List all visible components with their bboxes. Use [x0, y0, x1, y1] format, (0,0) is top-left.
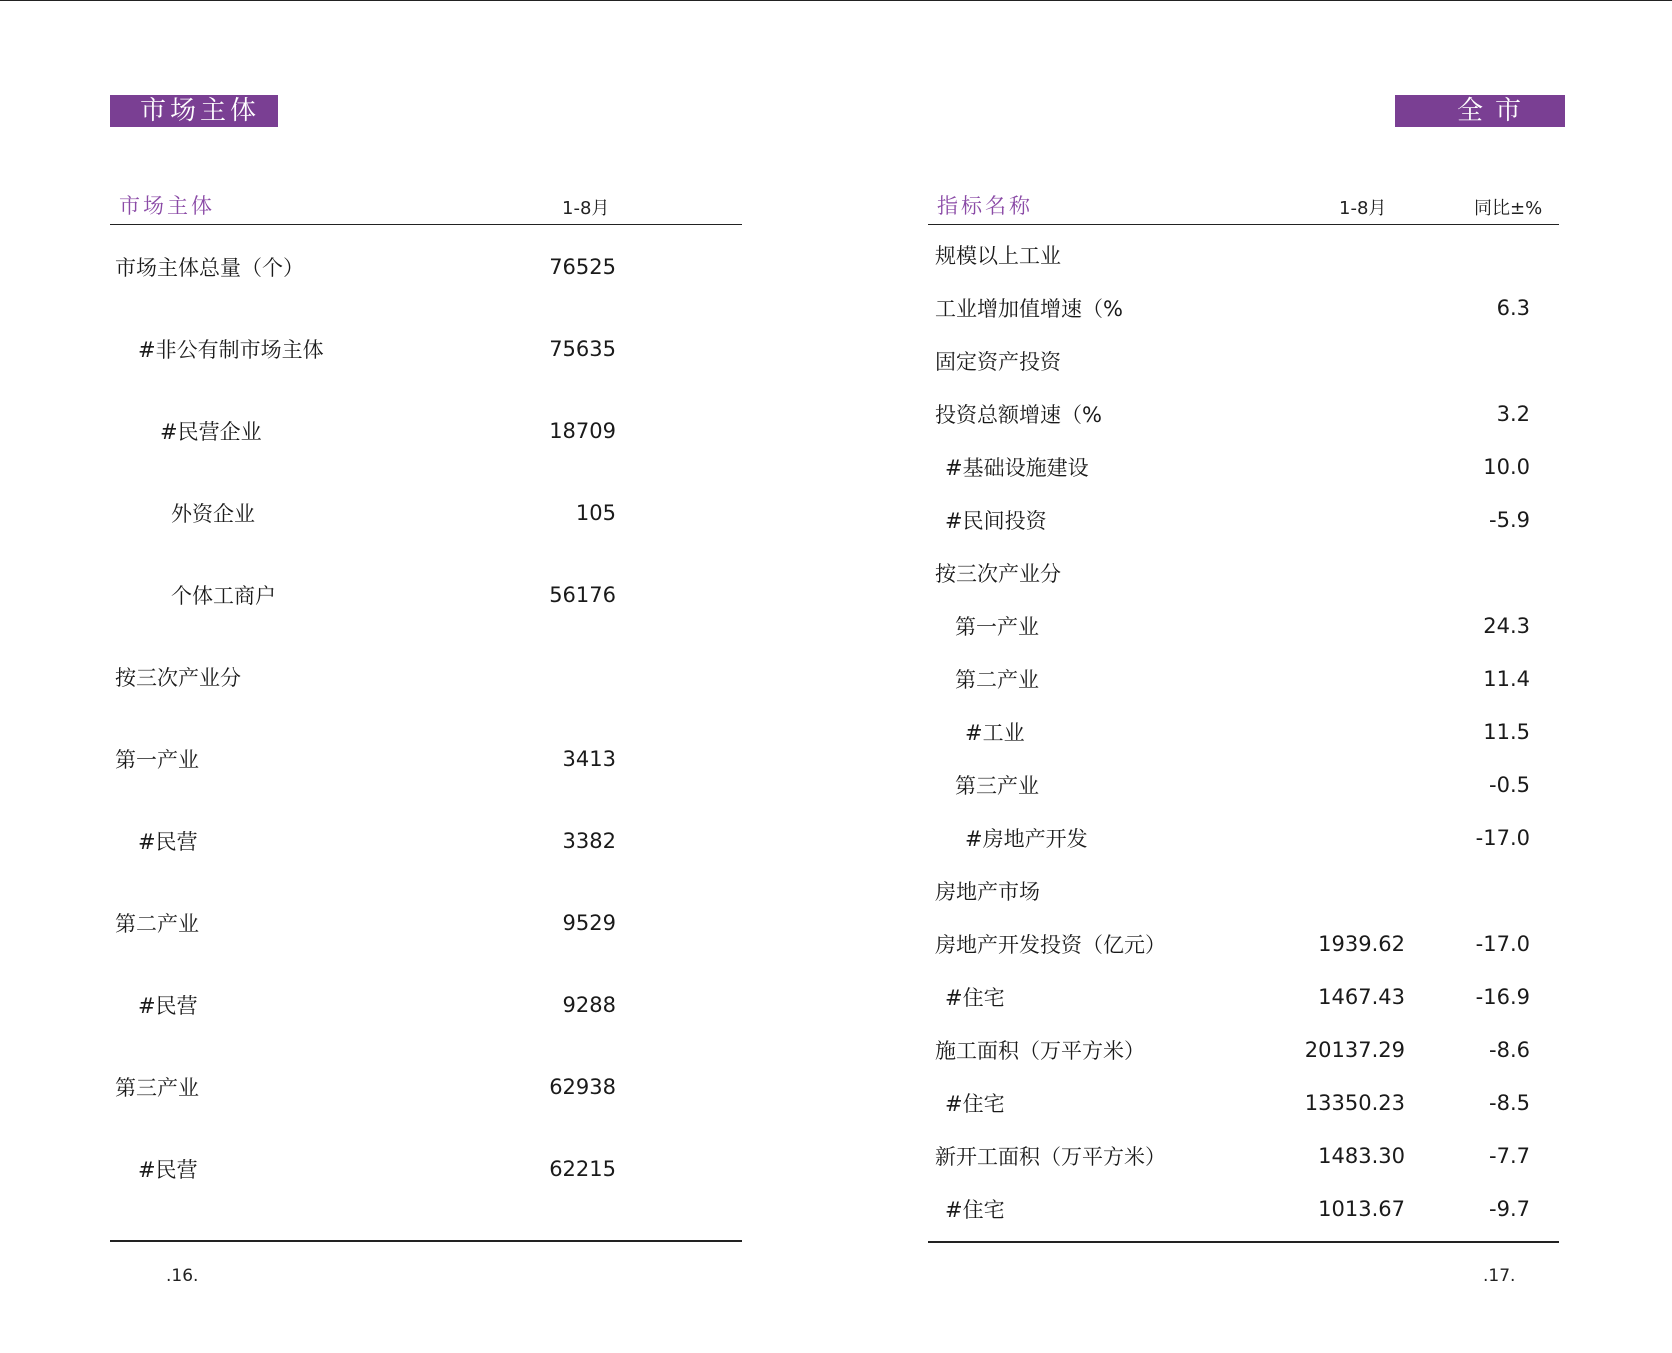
top-border: [0, 0, 1672, 1]
row-value: 1939.62: [1318, 931, 1405, 956]
row-label: 投资总额增速（%: [935, 402, 1102, 427]
row-yoy-change: -8.5: [1489, 1090, 1530, 1115]
table-header: [928, 180, 1559, 225]
row-value: 18709: [549, 419, 616, 443]
row-yoy-change: 11.4: [1483, 666, 1530, 691]
row-value: 56176: [549, 583, 616, 607]
table-row: [928, 652, 1559, 705]
row-label: #住宅: [945, 985, 1005, 1010]
row-value: 1483.30: [1318, 1143, 1405, 1168]
table-row: [110, 1046, 742, 1128]
row-label: #工业: [965, 720, 1025, 745]
row-label: #民营: [138, 994, 198, 1018]
left-table-bottom-rule: [110, 1240, 742, 1242]
row-label: 第一产业: [115, 748, 199, 772]
row-label: 个体工商户: [171, 584, 276, 608]
table-row: [928, 1023, 1559, 1076]
row-yoy-change: -5.9: [1489, 507, 1530, 532]
table-row: [928, 864, 1559, 917]
header-indicator-name: 指标名称: [937, 194, 1033, 218]
row-yoy-change: 3.2: [1496, 401, 1530, 426]
row-value: 1467.43: [1318, 984, 1405, 1009]
table-row: [110, 882, 742, 964]
row-label: #基础设施建设: [945, 455, 1089, 480]
table-row: [928, 1129, 1559, 1182]
row-value: 20137.29: [1304, 1037, 1405, 1062]
market-entity-table: [110, 180, 742, 1210]
row-label: 第三产业: [115, 1076, 199, 1100]
row-value: 1013.67: [1318, 1196, 1405, 1221]
right-page-banner: 全市: [1395, 95, 1565, 127]
table-row: [928, 599, 1559, 652]
left-page-banner: 市场主体: [110, 95, 278, 127]
row-value: 3382: [562, 829, 616, 853]
row-yoy-change: 10.0: [1483, 454, 1530, 479]
table-row: [110, 226, 742, 308]
header-period: 1-8月: [1339, 198, 1387, 219]
row-label: #住宅: [945, 1197, 1005, 1222]
row-yoy-change: -9.7: [1489, 1196, 1530, 1221]
row-value: 105: [575, 501, 616, 525]
table-row: [110, 718, 742, 800]
table-row: [110, 308, 742, 390]
row-yoy-change: 6.3: [1496, 295, 1530, 320]
row-value: 13350.23: [1304, 1090, 1405, 1115]
row-label: #民营企业: [160, 420, 262, 444]
row-yoy-change: -7.7: [1489, 1143, 1530, 1168]
table-row: [928, 228, 1559, 281]
table-row: [928, 970, 1559, 1023]
table-body: [928, 225, 1559, 1235]
row-label: #住宅: [945, 1091, 1005, 1116]
table-row: [928, 387, 1559, 440]
row-value: 62938: [549, 1075, 616, 1099]
row-yoy-change: 24.3: [1483, 613, 1530, 638]
table-row: [928, 917, 1559, 970]
row-label: #民间投资: [945, 508, 1047, 533]
table-row: [928, 281, 1559, 334]
table-row: [928, 440, 1559, 493]
row-yoy-change: -0.5: [1489, 772, 1530, 797]
row-label: 新开工面积（万平方米）: [935, 1144, 1166, 1169]
table-row: [110, 964, 742, 1046]
header-period: 1-8月: [562, 198, 610, 219]
row-label: #非公有制市场主体: [138, 338, 324, 362]
row-value: 76525: [549, 255, 616, 279]
table-row: [928, 1076, 1559, 1129]
row-label: 施工面积（万平方米）: [935, 1038, 1145, 1063]
row-label: #民营: [138, 830, 198, 854]
table-row: [928, 493, 1559, 546]
table-header: [110, 180, 742, 225]
row-yoy-change: -17.0: [1475, 931, 1530, 956]
row-label: 按三次产业分: [935, 561, 1061, 586]
row-label: 第一产业: [955, 614, 1039, 639]
table-row: [928, 1182, 1559, 1235]
row-label: 市场主体总量（个）: [115, 256, 304, 280]
row-value: 75635: [549, 337, 616, 361]
row-label: 房地产开发投资（亿元）: [935, 932, 1166, 957]
table-body: [110, 225, 742, 1210]
row-yoy-change: 11.5: [1483, 719, 1530, 744]
row-label: 工业增加值增速（%: [935, 296, 1123, 321]
table-row: [110, 636, 742, 718]
table-row: [110, 472, 742, 554]
table-row: [928, 705, 1559, 758]
header-yoy: 同比±%: [1474, 198, 1543, 219]
header-indicator-name: 市场主体: [119, 194, 215, 218]
row-label: 第三产业: [955, 773, 1039, 798]
row-value: 9529: [562, 911, 616, 935]
table-row: [110, 800, 742, 882]
table-row: [928, 811, 1559, 864]
row-value: 62215: [549, 1157, 616, 1181]
left-page-number: .16.: [166, 1266, 199, 1286]
row-label: 规模以上工业: [935, 243, 1061, 268]
table-row: [110, 390, 742, 472]
table-row: [928, 334, 1559, 387]
row-label: 按三次产业分: [115, 666, 241, 690]
table-row: [928, 758, 1559, 811]
row-label: #房地产开发: [965, 826, 1088, 851]
row-label: 固定资产投资: [935, 349, 1061, 374]
city-indicator-table: [928, 180, 1559, 1235]
table-row: [110, 554, 742, 636]
table-row: [928, 546, 1559, 599]
row-label: 外资企业: [171, 502, 255, 526]
right-table-bottom-rule: [928, 1241, 1559, 1243]
row-value: 9288: [562, 993, 616, 1017]
row-yoy-change: -17.0: [1475, 825, 1530, 850]
row-label: 第二产业: [955, 667, 1039, 692]
row-yoy-change: -8.6: [1489, 1037, 1530, 1062]
right-page-number: .17.: [1483, 1266, 1516, 1286]
row-label: #民营: [138, 1158, 198, 1182]
row-label: 房地产市场: [935, 879, 1040, 904]
row-value: 3413: [562, 747, 616, 771]
row-yoy-change: -16.9: [1475, 984, 1530, 1009]
table-row: [110, 1128, 742, 1210]
row-label: 第二产业: [115, 912, 199, 936]
